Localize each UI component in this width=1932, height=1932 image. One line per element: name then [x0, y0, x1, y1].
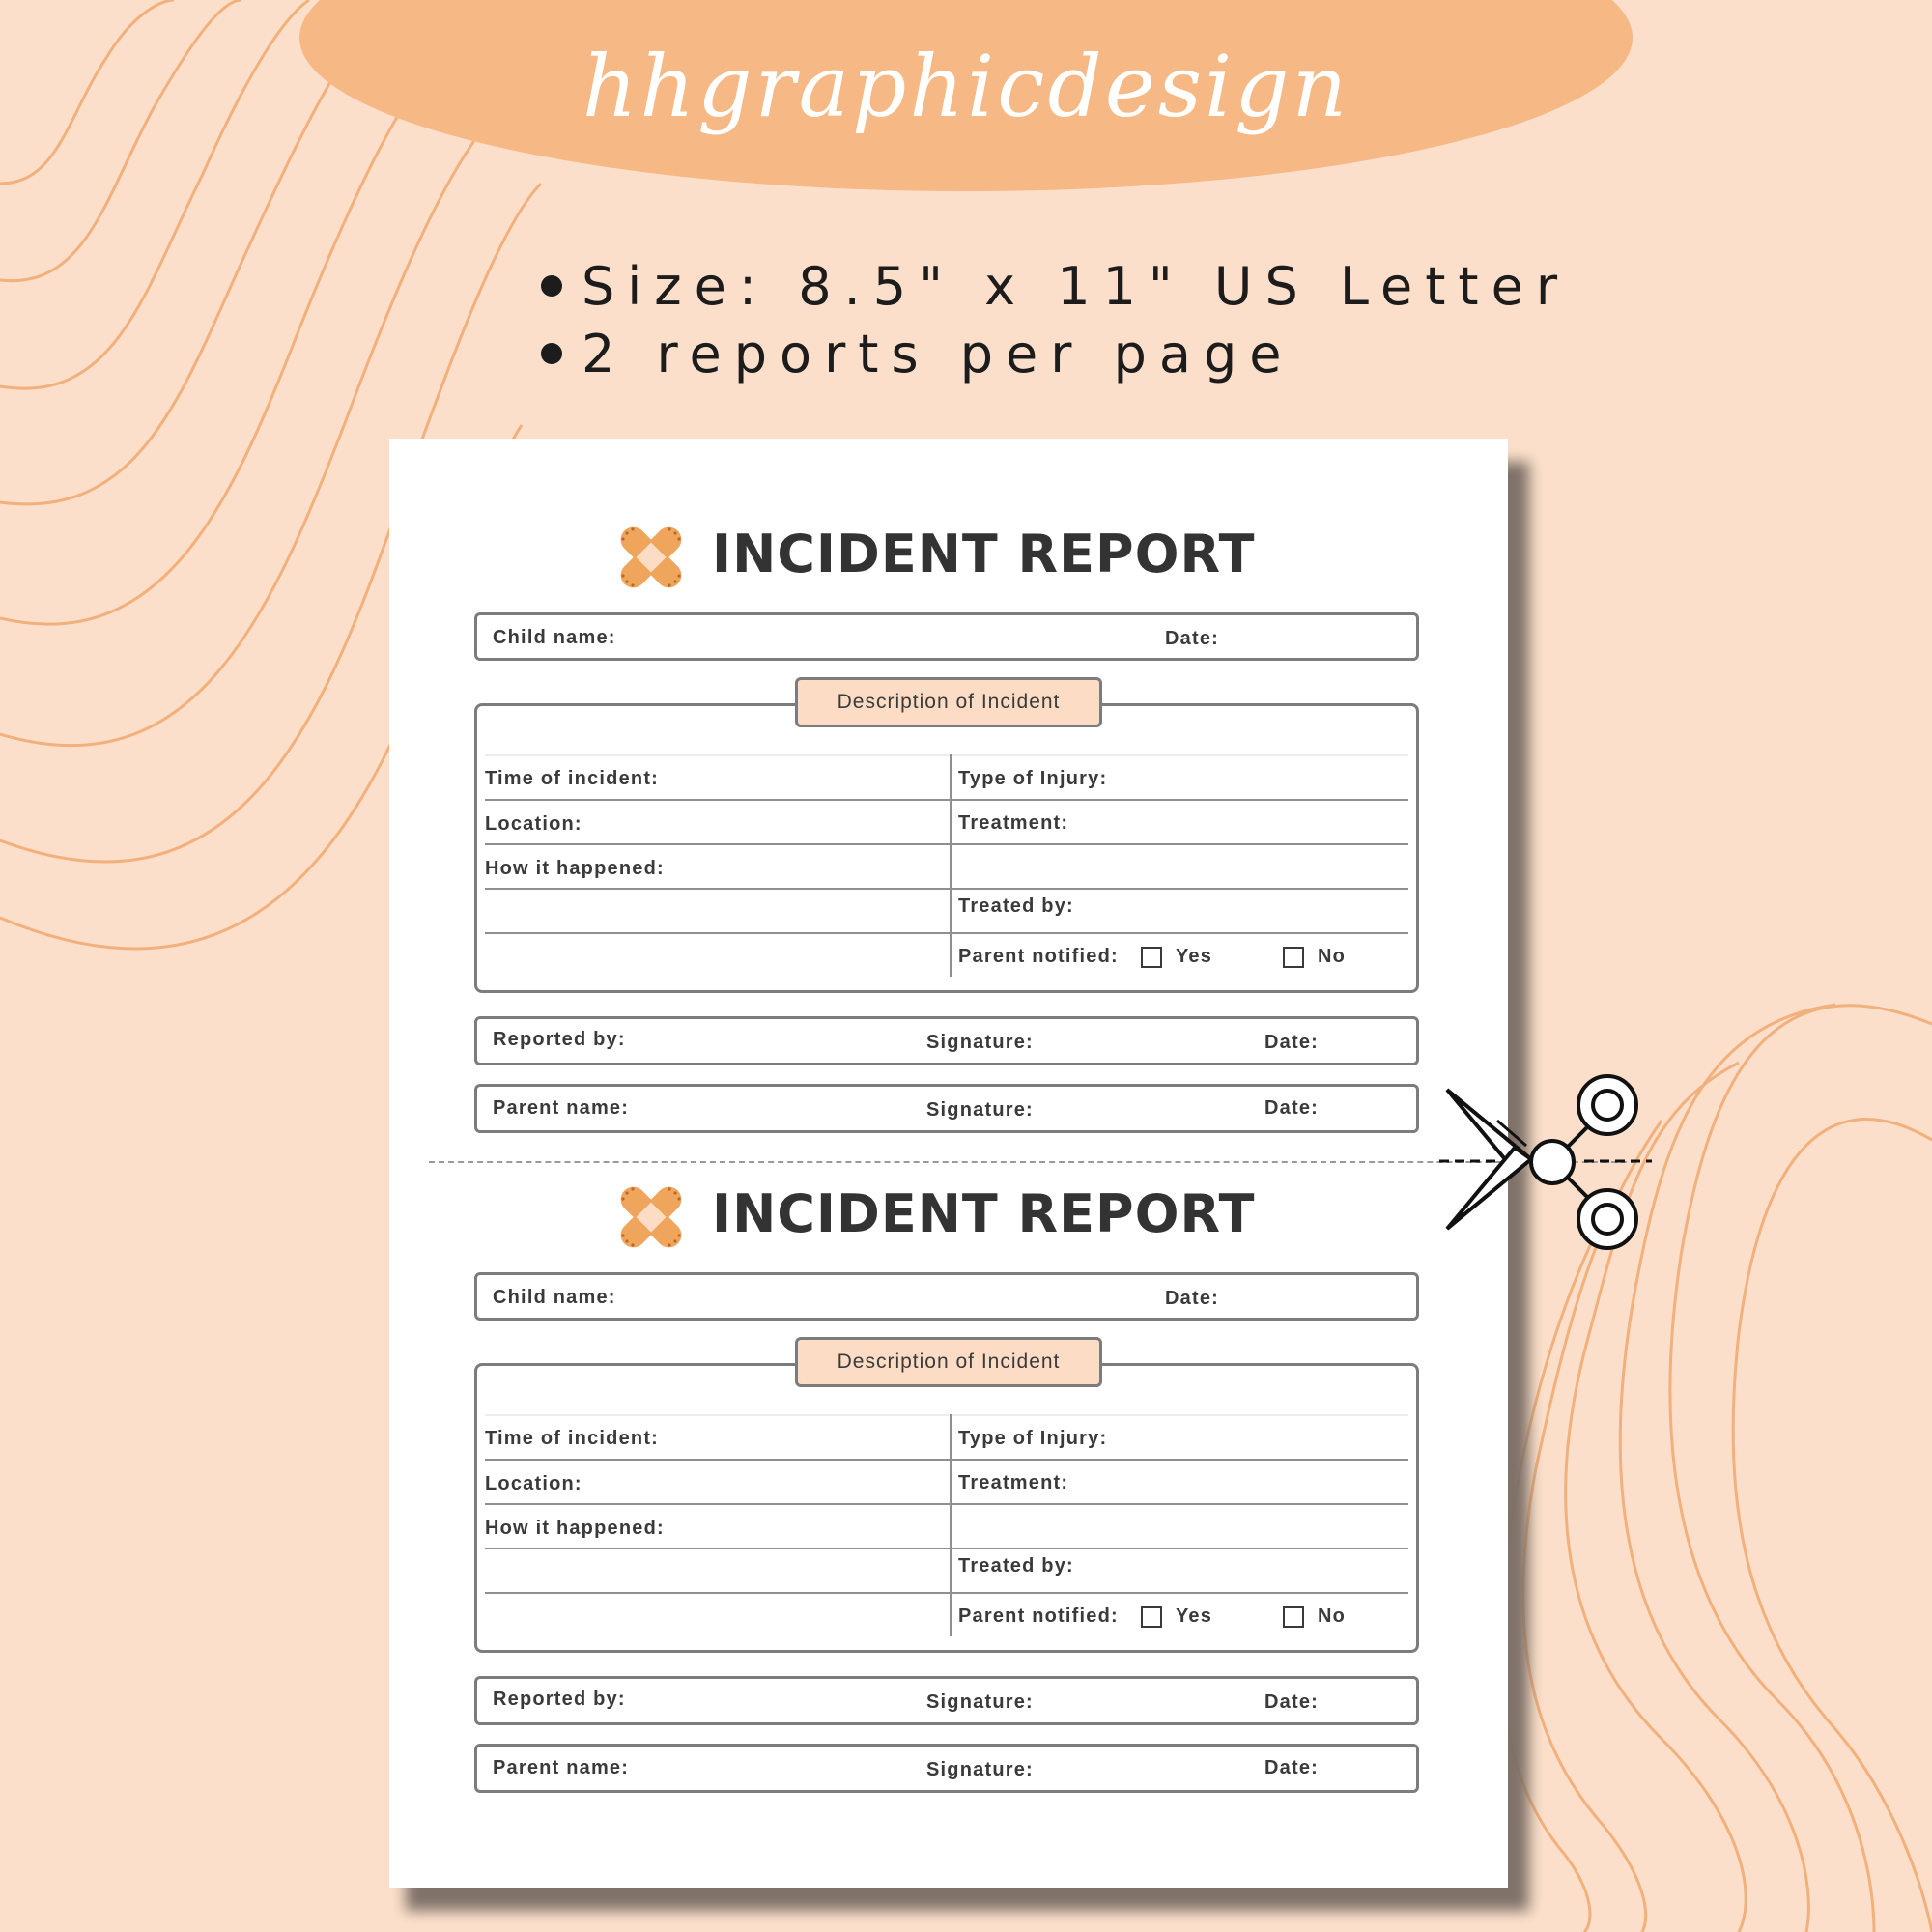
parent-notified-label: Parent notified: [958, 1605, 1119, 1627]
description-heading-tag: Description of Incident [795, 677, 1102, 727]
date-label: Date: [1264, 1097, 1320, 1119]
parent-name-row[interactable] [474, 1744, 1419, 1793]
location-label: Location: [485, 813, 582, 835]
yes-label: Yes [1176, 1605, 1213, 1627]
description-grid [485, 754, 1408, 977]
brand-logo-text: hhgraphicdesign [582, 37, 1350, 136]
feature-list [541, 253, 1570, 388]
grid-line [485, 1503, 1408, 1505]
grid-line [485, 1548, 1408, 1549]
incident-report-form-1 [389, 439, 1508, 1121]
treatment-label: Treatment: [958, 812, 1069, 834]
reported-by-row[interactable] [474, 1676, 1419, 1725]
date-label: Date: [1264, 1032, 1320, 1053]
report-title: INCIDENT REPORT [712, 524, 1256, 584]
time-of-incident-label: Time of incident: [485, 1428, 660, 1449]
treated-by-label: Treated by: [958, 1555, 1074, 1577]
grid-line [485, 1414, 1408, 1416]
report-title: INCIDENT REPORT [712, 1183, 1256, 1244]
feature-item-size: Size: 8.5" x 11" US Letter [541, 253, 1570, 321]
bullet-icon [541, 275, 562, 297]
reported-by-row[interactable] [474, 1016, 1419, 1065]
incident-report-form-2 [389, 1098, 1508, 1780]
time-of-incident-label: Time of incident: [485, 768, 660, 789]
grid-divider [950, 1414, 952, 1636]
signature-label: Signature: [926, 1032, 1034, 1053]
no-label: No [1318, 1605, 1347, 1627]
treated-by-label: Treated by: [958, 895, 1074, 917]
grid-line [485, 1459, 1408, 1461]
grid-line [485, 843, 1408, 845]
how-it-happened-label: How it happened: [485, 1518, 665, 1539]
scissors-icon [1439, 1063, 1652, 1265]
description-section [474, 703, 1419, 993]
child-info-row[interactable] [474, 612, 1419, 661]
bandage-icon [611, 518, 691, 597]
grid-line [485, 888, 1408, 890]
parent-notified-label: Parent notified: [958, 946, 1119, 967]
description-heading-tag: Description of Incident [795, 1337, 1102, 1387]
no-checkbox[interactable] [1283, 1606, 1304, 1628]
no-checkbox[interactable] [1283, 947, 1304, 968]
no-label: No [1318, 946, 1347, 967]
yes-checkbox[interactable] [1141, 947, 1162, 968]
child-info-row[interactable] [474, 1272, 1419, 1321]
description-grid [485, 1414, 1408, 1636]
yes-checkbox[interactable] [1141, 1606, 1162, 1628]
feature-item-reports-per-page: 2 reports per page [541, 321, 1570, 388]
reported-by-label: Reported by: [493, 1689, 626, 1710]
grid-divider [950, 754, 952, 977]
grid-line [485, 799, 1408, 801]
yes-label: Yes [1176, 946, 1213, 967]
location-label: Location: [485, 1473, 582, 1494]
type-of-injury-label: Type of Injury: [958, 768, 1108, 789]
reported-by-label: Reported by: [493, 1029, 626, 1050]
grid-line [485, 932, 1408, 934]
date-label: Date: [1165, 1288, 1220, 1309]
child-name-label: Child name: [493, 627, 616, 648]
signature-label: Signature: [926, 1099, 1034, 1121]
child-name-label: Child name: [493, 1287, 616, 1308]
bandage-icon [611, 1178, 691, 1257]
date-label: Date: [1165, 628, 1220, 649]
parent-name-label: Parent name: [493, 1097, 630, 1119]
description-section [474, 1363, 1419, 1653]
signature-label: Signature: [926, 1759, 1034, 1780]
parent-name-label: Parent name: [493, 1757, 630, 1778]
date-label: Date: [1264, 1691, 1320, 1713]
grid-line [485, 1592, 1408, 1594]
how-it-happened-label: How it happened: [485, 858, 665, 879]
treatment-label: Treatment: [958, 1472, 1069, 1493]
date-label: Date: [1264, 1757, 1320, 1778]
type-of-injury-label: Type of Injury: [958, 1428, 1108, 1449]
signature-label: Signature: [926, 1691, 1034, 1713]
printable-page [389, 439, 1508, 1888]
grid-line [485, 754, 1408, 756]
bullet-icon [541, 343, 562, 364]
